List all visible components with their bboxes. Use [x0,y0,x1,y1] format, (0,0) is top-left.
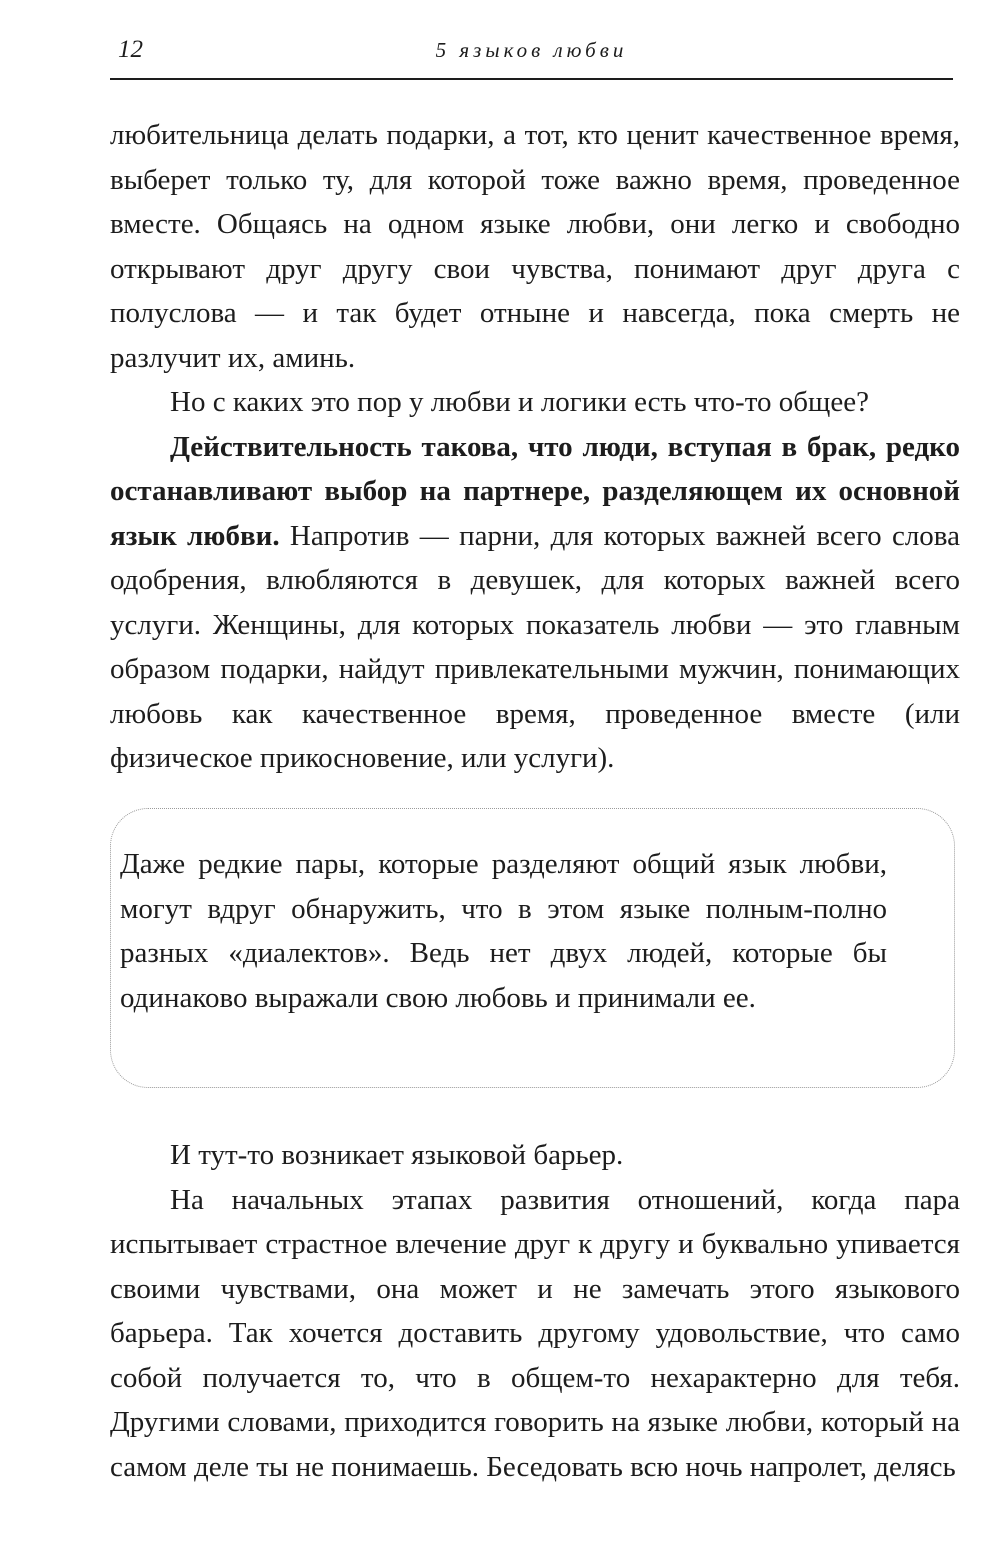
paragraph-question: Но с каких это пор у любви и логики есть что-то общее? [170,386,869,418]
running-title: 5 языков любви [435,38,628,62]
bold-statement: Действительность такова, что люди, вступая в брак, редко останавливают выбор на партнере, разделяющем их основной язык любви. [110,430,960,552]
paragraph-reality-rest: Напротив — парни, для которых важней всего слова одобрения, влюбляются в девушек, для которых важней всего услуги. Женщины, для которых показатель любви — это главным образом подарки, найдут привлекательными мужчин, понимающих любовь как качественное время, проведенное вместе (или физическое прикосновение, или услуги). [110,519,960,774]
paragraph-reality [110,425,960,781]
paragraph-early-stages: На начальных этапах развития отношений, когда пара испытывает страстное влечение друг к другу и буквально упивается своими чувствами, она может и не замечать этого языкового барьера. Так хочется доставить другому удовольствие, что само собой получается то, что в общем-то нехарактерно для тебя. Другими словами, приходится говорить на языке любви, который на самом деле ты не понимаешь. Беседовать всю ночь напролет, делясь [110,1183,960,1483]
main-text [110,113,960,781]
page-header [110,30,953,80]
callout-content [120,842,887,1020]
paragraph-continuation: любительница делать подарки, а тот, кто ценит качественное время, выберет только ту, для которой тоже важно время, проведенное вместе. Общаясь на одном языке любви, они легко и свободно открывают друг другу свои чувства, понимают друг друга с полуслова — и так будет отныне и навсегда, пока смерть не разлучит их, аминь. [110,119,960,374]
page-number: 12 [118,36,143,63]
paragraph-barrier: И тут-то возникает языковой барьер. [170,1139,624,1171]
callout-text: Даже редкие пары, которые разделяют общий язык любви, могут вдруг обнаружить, что в этом языке полным-полно разных «диалектов». Ведь нет двух людей, которые бы одинаково выражали свою любовь и принимали ее. [120,848,887,1014]
main-text-continued [110,1133,960,1489]
